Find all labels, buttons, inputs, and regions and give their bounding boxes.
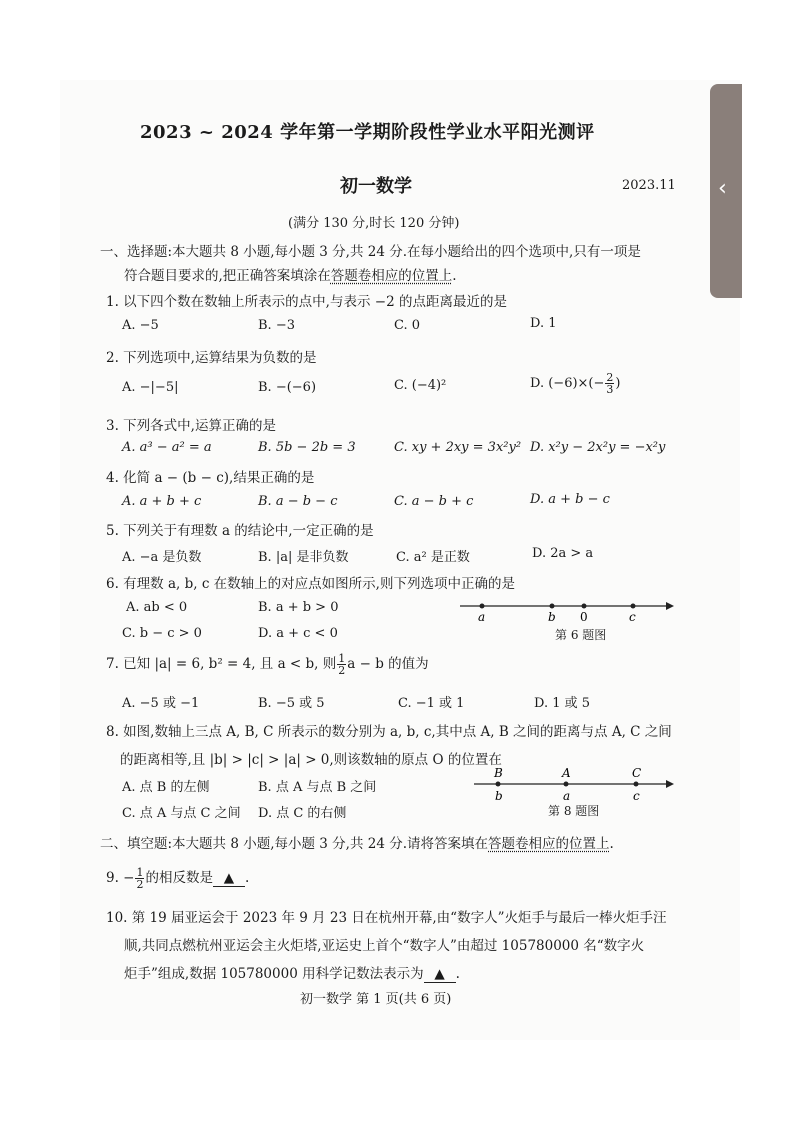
- q2-option-b: B. −(−6): [258, 380, 317, 395]
- exam-date: 2023.11: [622, 178, 676, 193]
- q8-option-a: A. 点 B 的左侧: [122, 780, 210, 795]
- q4-option-d: D. a + b − c: [530, 492, 610, 507]
- q8-option-c: C. 点 A 与点 C 之间: [122, 806, 241, 821]
- q6-label-zero: 0: [580, 610, 588, 624]
- subject-title: 初一数学: [340, 176, 412, 197]
- q1-option-b: B. −3: [258, 318, 295, 333]
- q5-option-c: C. a² 是正数: [396, 550, 470, 565]
- q3-stem: 3. 下列各式中,运算正确的是: [106, 418, 276, 434]
- q8-label-upper-b: B: [494, 766, 503, 780]
- q6-figure-caption: 第 6 题图: [555, 628, 607, 642]
- q3-option-b: B. 5b − 2b = 3: [258, 440, 356, 455]
- q6-option-d: D. a + c < 0: [258, 626, 338, 641]
- q10-line2: 顺,共同点燃杭州亚运会主火炬塔,亚运史上首个“数字人”由超过 105780000 名“数字火: [124, 938, 645, 954]
- q8-point-b: [496, 782, 501, 787]
- q1-option-c: C. 0: [394, 318, 421, 333]
- q2-option-a: A. −|−5|: [122, 380, 179, 395]
- q2-stem: 2. 下列选项中,运算结果为负数的是: [106, 350, 317, 366]
- q2-option-d: D. (−6)×(− $\frac{2}{3}$ ): [530, 371, 621, 396]
- q9-answer-blank: ▲: [213, 870, 245, 887]
- score-time-note: (满分 130 分,时长 120 分钟): [288, 216, 460, 231]
- q5-option-a: A. −a 是负数: [122, 550, 202, 565]
- q8-option-b: B. 点 A 与点 B 之间: [258, 780, 377, 795]
- q6-label-c: c: [629, 610, 636, 624]
- q2-option-c: C. (−4)²: [394, 378, 447, 393]
- q1-option-a: A. −5: [122, 318, 159, 333]
- q4-option-a: A. a + b + c: [122, 494, 202, 509]
- q8-option-d: D. 点 C 的右侧: [258, 806, 347, 821]
- q10-answer-blank: ▲: [424, 966, 456, 983]
- q6-option-b: B. a + b > 0: [258, 600, 339, 615]
- q10-line3: 炬手”组成,数据 105780000 用科学记数法表示为 ▲ .: [124, 966, 460, 982]
- q7-option-b: B. −5 或 5: [258, 696, 325, 711]
- q10-line1: 10. 第 19 届亚运会于 2023 年 9 月 23 日在杭州开幕,由“数字人”火炬手与最后一棒火炬手汪: [106, 910, 667, 926]
- exam-title: 2023 ~ 2024 学年第一学期阶段性学业水平阳光测评: [140, 122, 595, 143]
- q7-option-a: A. −5 或 −1: [122, 696, 200, 711]
- q6-point-c: [631, 604, 636, 609]
- q8-label-upper-a: A: [562, 766, 571, 780]
- q4-option-c: C. a − b + c: [394, 494, 474, 509]
- q6-option-a: A. ab < 0: [126, 600, 188, 615]
- section2-instruction: 二、填空题:本大题共 8 小题,每小题 3 分,共 24 分.请将答案填在答题卷相应的位置上.: [100, 836, 614, 852]
- page-footer: 初一数学 第 1 页(共 6 页): [300, 992, 452, 1007]
- q8-figure-caption: 第 8 题图: [548, 804, 600, 818]
- q1-stem: 1. 以下四个数在数轴上所表示的点中,与表示 −2 的点距离最近的是: [106, 294, 507, 310]
- chevron-left-icon[interactable]: ‹: [718, 176, 727, 201]
- q8-stem-line1: 8. 如图,数轴上三点 A, B, C 所表示的数分别为 a, b, c,其中点 A, B 之间的距离与点 A, C 之间: [106, 724, 672, 740]
- q4-stem: 4. 化简 a − (b − c),结果正确的是: [106, 470, 315, 486]
- q6-option-c: C. b − c > 0: [122, 626, 202, 641]
- q3-option-d: D. x²y − 2x²y = −x²y: [530, 440, 666, 455]
- q8-label-upper-c: C: [632, 766, 642, 780]
- q6-point-zero: [582, 604, 587, 609]
- q4-option-b: B. a − b − c: [258, 494, 338, 509]
- q5-option-b: B. |a| 是非负数: [258, 550, 349, 565]
- q9-stem: 9. − $\frac{1}{2}$ 的相反数是 ▲ .: [106, 866, 250, 891]
- q6-point-a: [480, 604, 485, 609]
- section1-instruction-line1: 一、选择题:本大题共 8 小题,每小题 3 分,共 24 分.在每小题给出的四个选项中,只有一项是: [100, 244, 641, 260]
- q6-label-a: a: [478, 610, 486, 624]
- q5-stem: 5. 下列关于有理数 a 的结论中,一定正确的是: [106, 523, 374, 539]
- q5-option-d: D. 2a > a: [532, 546, 594, 561]
- q3-option-c: C. xy + 2xy = 3x²y²: [394, 440, 522, 455]
- q8-label-lower-c: c: [633, 789, 640, 803]
- q8-stem-line2: 的距离相等,且 |b| > |c| > |a| > 0,则该数轴的原点 O 的位置在: [120, 752, 502, 768]
- q1-option-d: D. 1: [530, 316, 557, 331]
- q6-point-b: [550, 604, 555, 609]
- side-collapse-tab[interactable]: [710, 84, 742, 298]
- q8-label-lower-a: a: [563, 789, 571, 803]
- q7-option-c: C. −1 或 1: [398, 696, 465, 711]
- q8-number-line: [470, 764, 676, 804]
- q6-stem: 6. 有理数 a, b, c 在数轴上的对应点如图所示,则下列选项中正确的是: [106, 576, 515, 592]
- q3-option-a: A. a³ − a² = a: [122, 440, 212, 455]
- q8-point-a: [564, 782, 569, 787]
- section1-instruction-line2: 符合题目要求的,把正确答案填涂在答题卷相应的位置上.: [124, 268, 457, 284]
- q7-option-d: D. 1 或 5: [534, 696, 591, 711]
- q6-number-line: [456, 596, 676, 626]
- q8-point-c: [634, 782, 639, 787]
- q8-label-lower-b: b: [495, 789, 503, 803]
- q7-stem: 7. 已知 |a| = 6, b² = 4, 且 a < b, 则 $\frac{1}{2}$ a − b 的值为: [106, 652, 429, 677]
- q6-label-b: b: [548, 610, 556, 624]
